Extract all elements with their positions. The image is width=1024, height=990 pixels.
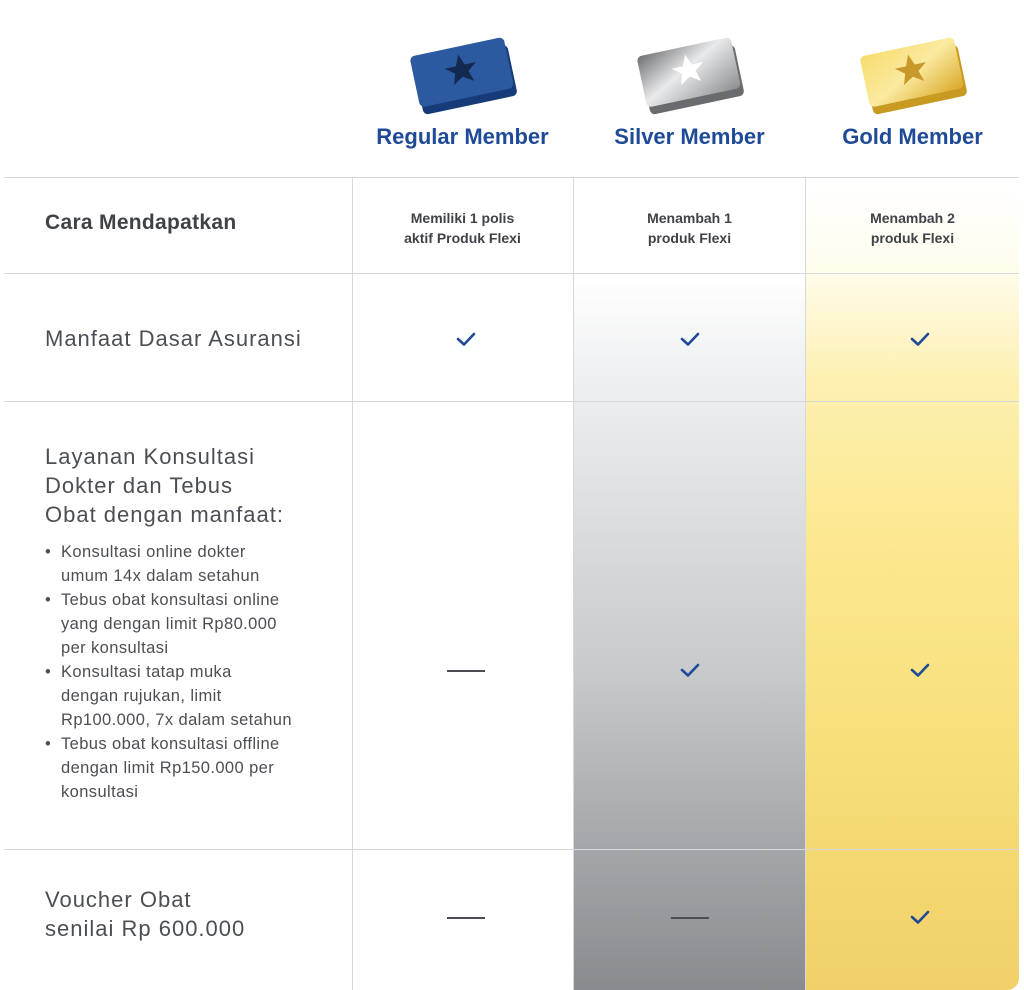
list-item-line: konsultasi — [61, 783, 139, 801]
voucher-line: senilai Rp 600.000 — [45, 916, 246, 941]
silver-column-background — [574, 274, 806, 990]
list-item — [45, 588, 345, 660]
layanan-line: Layanan Konsultasi — [45, 444, 256, 469]
gold-column-background — [806, 180, 1019, 990]
list-item — [45, 660, 345, 732]
list-item-line: • Tebus obat konsultasi online — [61, 591, 280, 609]
list-item-line: • Konsultasi tatap muka — [61, 663, 232, 681]
tier-name-regular: Regular Member — [376, 124, 549, 149]
check-icon-manfaat-dasar-gold — [908, 331, 932, 347]
row-divider — [4, 273, 1019, 274]
regular-card-icon — [408, 28, 518, 118]
column-divider — [573, 178, 574, 990]
requirement-line: Menambah 1 — [647, 210, 732, 226]
tier-header-silver — [574, 0, 805, 178]
tier-header-gold — [806, 0, 1019, 178]
list-item-line: • Tebus obat konsultasi offline — [61, 735, 280, 753]
requirement-line: aktif Produk Flexi — [404, 230, 521, 246]
dash-icon-layanan-regular — [447, 670, 485, 672]
check-icon-manfaat-dasar-silver — [678, 331, 702, 347]
list-item-line: yang dengan limit Rp80.000 — [61, 615, 277, 633]
list-item-line: umum 14x dalam setahun — [61, 567, 260, 585]
requirement-gold — [806, 208, 1019, 248]
list-item-line: Rp100.000, 7x dalam setahun — [61, 711, 292, 729]
requirement-regular — [352, 208, 573, 248]
requirement-silver — [574, 208, 805, 248]
row-divider — [4, 849, 1019, 850]
list-item — [45, 540, 345, 588]
requirement-line: Menambah 2 — [870, 210, 955, 226]
row-divider — [4, 401, 1019, 402]
check-icon-layanan-gold — [908, 662, 932, 678]
row-label-layanan — [45, 442, 345, 529]
voucher-line: Voucher Obat — [45, 887, 192, 912]
column-divider — [352, 178, 353, 990]
list-item — [45, 732, 345, 804]
requirement-line: Memiliki 1 polis — [410, 210, 515, 226]
row-label-voucher — [45, 885, 305, 943]
check-icon-layanan-silver — [678, 662, 702, 678]
list-item-line: per konsultasi — [61, 639, 169, 657]
dash-icon-voucher-regular — [447, 917, 485, 919]
column-divider — [805, 178, 806, 990]
row-label-manfaat-dasar: Manfaat Dasar Asuransi — [45, 326, 302, 351]
layanan-benefit-list — [45, 540, 345, 804]
requirement-line: produk Flexi — [870, 230, 955, 246]
layanan-line: Obat dengan manfaat: — [45, 502, 284, 527]
layanan-line: Dokter dan Tebus — [45, 473, 234, 498]
list-item-line: dengan rujukan, limit — [61, 687, 222, 705]
dash-icon-voucher-silver — [671, 917, 709, 919]
list-item-line: • Konsultasi online dokter — [61, 543, 246, 561]
requirement-line: produk Flexi — [647, 230, 732, 246]
row-label-cara-mendapatkan: Cara Mendapatkan — [45, 211, 237, 234]
tier-name-silver: Silver Member — [614, 124, 765, 149]
check-icon-manfaat-dasar-regular — [454, 331, 478, 347]
gold-card-icon — [858, 28, 968, 118]
list-item-line: dengan limit Rp150.000 per — [61, 759, 275, 777]
silver-card-icon — [635, 28, 745, 118]
tier-name-gold: Gold Member — [842, 124, 983, 149]
tier-header-regular — [352, 0, 573, 178]
check-icon-voucher-gold — [908, 909, 932, 925]
